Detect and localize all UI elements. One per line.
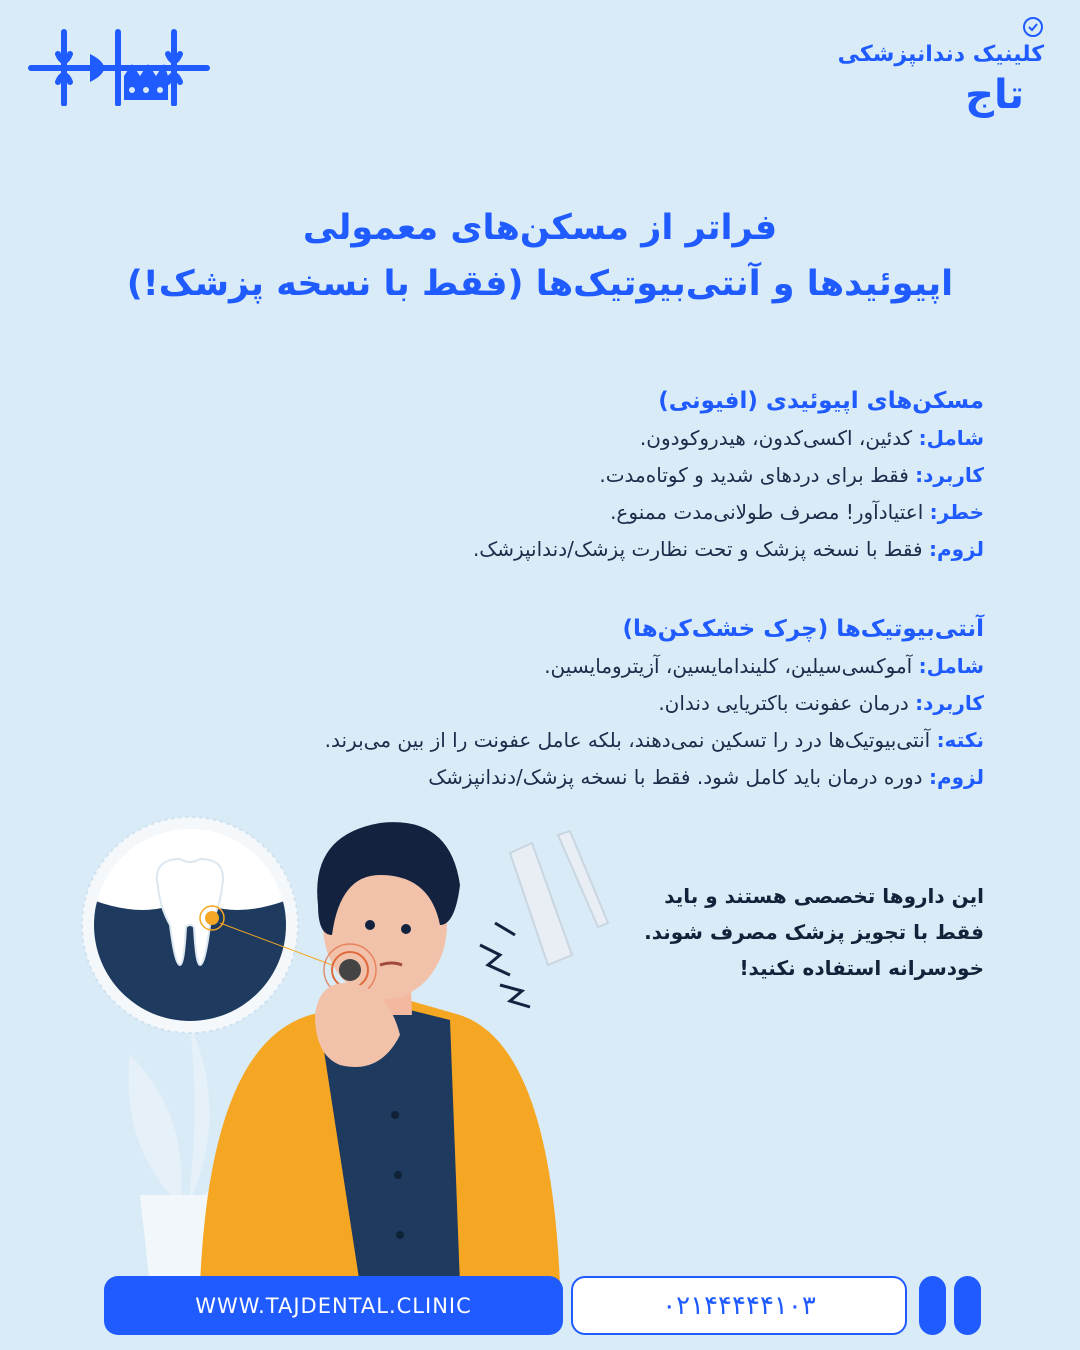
- row-text: اعتیادآور! مصرف طولانی‌مدت ممنوع.: [610, 500, 930, 524]
- decor-pill: [954, 1276, 981, 1335]
- brand-name-top: کلینیک دندانپزشکی: [837, 42, 1044, 67]
- toothache-illustration: [60, 815, 620, 1285]
- row-label: نکته:: [936, 728, 984, 752]
- antibiotic-row: [104, 759, 984, 796]
- opioid-row: [104, 420, 984, 457]
- antibiotic-section: [104, 616, 984, 796]
- antibiotic-row: [104, 648, 984, 685]
- note-line: خودسرانه استفاده نکنید!: [739, 956, 984, 980]
- row-label: لزوم:: [928, 537, 984, 561]
- decor-pill: [919, 1276, 946, 1335]
- row-label: کاربرد:: [915, 691, 984, 715]
- row-text: درمان عفونت باکتریایی دندان.: [658, 691, 916, 715]
- row-label: شامل:: [918, 654, 984, 678]
- opioid-row: [104, 457, 984, 494]
- clock-24-icon: [1022, 16, 1044, 38]
- antibiotic-row: [104, 722, 984, 759]
- opioid-row: [104, 531, 984, 568]
- row-label: لزوم:: [928, 765, 984, 789]
- tooth-icon: [80, 817, 332, 1045]
- website-button[interactable]: WWW.TAJDENTAL.CLINIC: [104, 1276, 563, 1335]
- opioid-section: [104, 388, 984, 568]
- row-text: فقط با نسخه پزشک و تحت نظارت پزشک/دندانپزشک.: [472, 537, 929, 561]
- row-text: آموکسی‌سیلین، کلیندامایسین، آزیترومایسین.: [544, 654, 919, 678]
- warning-note: [544, 878, 984, 986]
- row-text: کدئین، اکسی‌کدون، هیدروکودون.: [639, 426, 919, 450]
- note-line: فقط با تجویز پزشک مصرف شوند.: [644, 920, 984, 944]
- row-label: کاربرد:: [915, 463, 984, 487]
- antibiotic-row: [104, 685, 984, 722]
- phone-button[interactable]: ۰۲۱۴۴۴۴۴۱۰۳: [571, 1276, 907, 1335]
- page-title: فراتر از مسکن‌های معمولی: [302, 208, 778, 248]
- row-text: فقط برای دردهای شدید و کوتاه‌مدت.: [599, 463, 916, 487]
- row-text: آنتی‌بیوتیک‌ها درد را تسکین نمی‌دهند، بلکه عامل عفونت را از بین می‌برند.: [324, 728, 937, 752]
- row-label: شامل:: [918, 426, 984, 450]
- brand-logo: [824, 14, 1044, 118]
- note-line: این داروها تخصصی هستند و باید: [664, 884, 984, 908]
- clinic-logo-icon: [28, 28, 210, 106]
- antibiotic-heading: آنتی‌بیوتیک‌ها (چرک خشک‌کن‌ها): [622, 616, 984, 642]
- opioid-heading: مسکن‌های اپیوئیدی (افیونی): [658, 388, 984, 414]
- row-label: خطر:: [929, 500, 984, 524]
- opioid-row: [104, 494, 984, 531]
- row-text: دوره درمان باید کامل شود. فقط با نسخه پزشک/دندانپزشک: [428, 765, 929, 789]
- brand-name-bottom: تاج: [965, 72, 1024, 118]
- page-subtitle: اپیوئیدها و آنتی‌بیوتیک‌ها (فقط با نسخه پزشک!): [126, 264, 954, 304]
